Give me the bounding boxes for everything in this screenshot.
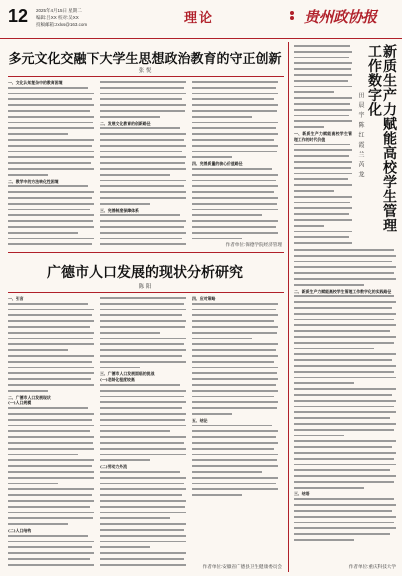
article-subheading: 三、结语 [294,491,310,497]
article-subheading: (二)劳动力外流 [100,464,128,470]
article-author: 陈 阳 [138,284,152,290]
article-subheading: (一)老龄化程度较高 [100,377,135,383]
article-column [100,80,186,248]
article-column [294,44,352,244]
article-subheading: 三、完善制度保障体系 [100,207,139,213]
article-subheading: 一、文化认知复杂中的教育困境 [8,80,63,85]
article-author: 张 悦 [138,68,152,74]
body-text-lines [294,497,396,543]
article-title-vertical: 新质生产力赋能高校学生管理工作数字化 [366,44,397,233]
article-title-rule [8,292,284,293]
header-contact: 投稿邮箱:zxlxs@163.com [36,22,88,27]
author-affiliation: 作者单位:安徽省广德县卫生健康委员会 [202,564,282,569]
article-subheading: 五、结论 [192,417,208,423]
body-text-lines [8,302,94,395]
body-text-lines [192,167,282,240]
body-text-lines [294,248,396,289]
article-subheading: 二、广德市人口发展现状 [8,394,51,400]
header-editor: 编辑:吕XX 校对:吴XX [36,15,79,20]
article-column [192,80,282,240]
body-text-lines [192,80,282,161]
article-column [294,248,396,564]
article-subheading: 四、完善质量的核心价值路径 [192,161,243,167]
header-info [36,7,87,28]
article-subheading: (二)人口结构 [8,527,32,533]
body-text-lines [8,534,94,570]
body-text-lines [100,126,186,207]
body-text-lines [100,296,186,371]
article-subheading: (一)人口规模 [8,400,32,406]
body-text-lines [294,44,352,131]
article-subheading: 一、引言 [8,296,24,301]
article-title: 多元文化交融下大学生思想政治教育的守正创新 [8,52,282,67]
body-text-lines [8,406,94,528]
article-subheading: 二、教学中的方法转化性困境 [8,178,59,184]
article-column [8,80,94,248]
body-text-lines [100,383,186,464]
author-affiliation: 作者单位:保德学院经济管理 [225,242,282,247]
article-column [100,296,186,570]
body-text-lines [8,184,94,248]
newspaper-masthead: 贵州政协报 [304,8,377,26]
body-text-lines [100,470,186,570]
body-text-lines [294,143,352,244]
article-subheading: 一、新质生产力赋能高校学生管理工作的时代价值 [294,130,352,142]
article-divider [8,252,284,253]
article-subheading: 三、广德市人口发展面临的挑战 [100,371,155,377]
article-subheading: 四、应对策略 [192,296,216,301]
author-affiliation: 作者单位:重庆科技大学 [348,564,396,569]
section-title: 理论 [184,10,215,25]
article-author: 田 晨 宇 陈 红 霞 兰 芮 龙 [357,92,364,179]
header-date: 2025年4月15日 星期二 [36,8,82,13]
article-subheading: 二、发展文化教育的创新路径 [100,120,151,126]
article-title-rule [8,76,284,77]
body-text-lines [8,86,94,179]
masthead-mark-icon [290,10,298,20]
body-text-lines [294,294,396,491]
page-number: 12 [8,6,29,26]
body-text-lines [100,80,186,121]
body-text-lines [192,302,282,418]
column-divider [288,42,289,572]
body-text-lines [100,213,186,248]
article-column [8,296,94,570]
page-header [0,0,402,39]
article-title: 广德市人口发展的现状分析研究 [47,265,243,281]
article-column [192,296,282,562]
body-text-lines [192,424,282,499]
article-subheading: 二、新质生产力赋能高校学生管理工作数字化的实践路径 [294,288,392,294]
